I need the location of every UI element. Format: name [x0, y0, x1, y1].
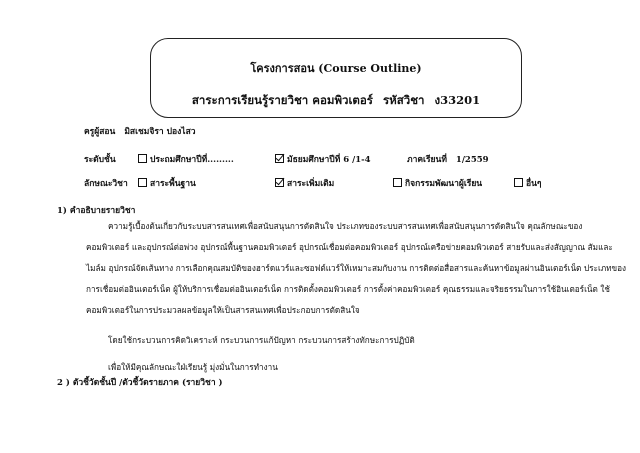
checkbox-activity[interactable]	[393, 178, 402, 187]
type-basic-label: สาระพื้นฐาน	[150, 179, 196, 189]
description-line: การเชื่อมต่ออินเตอร์เน็ต ผู้ให้บริการเชื่อมต่ออินเตอร์เน็ต การติดตั้งคอมพิวเตอร์ การตั้งค่าคอมพิวเตอร์ คุณธรรมและจริยธรรมในการใช้อินเตอร์เน็ต ใช้	[86, 284, 610, 294]
checkbox-additional[interactable]	[275, 178, 284, 187]
subject-line	[151, 92, 521, 110]
section1-heading: 1) คำอธิบายรายวิชา	[57, 206, 136, 216]
semester-label: ภาคเรียนที่	[407, 155, 447, 165]
level-label: ระดับชั้น	[84, 155, 116, 165]
level-primary-option[interactable]	[138, 152, 234, 166]
subject-code-label: รหัสวิชา	[382, 93, 425, 107]
type-label: ลักษณะวิชา	[84, 179, 128, 189]
teacher-name: มิสเชมจิรา ปองไสว	[124, 127, 196, 137]
type-activity-label: กิจกรรมพัฒนาผู้เรียน	[405, 179, 483, 189]
description-line: ความรู้เบื้องต้นเกี่ยวกับระบบสารสนเทศเพื่อสนับสนุนการตัดสินใจ ประเภทของระบบสารสนเทศเพื่อสนับสนุนการตัดสินใจ คุณลักษณะของ	[108, 221, 583, 231]
teacher-row	[84, 124, 196, 138]
description-line: คอมพิวเตอร์ และอุปกรณ์ต่อพ่วง อุปกรณ์พื้นฐานคอมพิวเตอร์ อุปกรณ์เชื่อมต่อคอมพิวเตอร์ อุปกรณ์เครือข่ายคอมพิวเตอร์ สายรับและส่งสัญญาณ สัมและ	[86, 242, 613, 252]
type-option-basic[interactable]	[138, 176, 196, 190]
course-outline-title: โครงการสอน (Course Outline)	[250, 62, 422, 75]
description-line: คอมพิวเตอร์ในการประมวลผลข้อมูลให้เป็นสารสนเทศเพื่อประกอบการตัดสินใจ	[86, 305, 360, 315]
goal-line: เพื่อให้มีคุณลักษณะใฝ่เรียนรู้ มุ่งมั่นในการทำงาน	[108, 362, 278, 372]
checkbox-basic[interactable]	[138, 178, 147, 187]
type-option-activity[interactable]	[393, 176, 482, 190]
checkbox-other[interactable]	[514, 178, 523, 187]
type-option-other[interactable]	[514, 176, 541, 190]
level-secondary-label: มัธยมศึกษาปีที่ 6 /1-4	[287, 155, 371, 165]
subject-code-value: ง33201	[434, 93, 481, 107]
type-option-additional[interactable]	[275, 176, 334, 190]
semester	[407, 152, 489, 166]
section2-heading: 2 ) ตัวชี้วัดชั้นปี /ตัวชี้วัดรายภาค (รายวิชา )	[57, 378, 223, 388]
teacher-label: ครูผู้สอน	[84, 127, 116, 137]
subject-name: สาระการเรียนรู้รายวิชา คอมพิวเตอร์	[191, 93, 373, 107]
process-line: โดยใช้กระบวนการคิดวิเคราะห์ กระบวนการแก้ปัญหา กระบวนการสร้างทักษะการปฏิบัติ	[108, 335, 415, 345]
checkbox-secondary[interactable]	[275, 154, 284, 163]
description-line: ไมล์ม อุปกรณ์จัดเส้นทาง การเลือกคุณสมบัติของฮาร์ดแวร์และซอฟต์แวร์ให้เหมาะสมกับงาน การติดต่อสื่อสารและค้นหาข้อมูลผ่านอินเตอร์เน็ต ประเภทของ	[86, 263, 627, 273]
type-other-label: อื่นๆ	[526, 179, 542, 189]
level-primary-label: ประถมศึกษาปีที่.........	[150, 155, 234, 165]
type-additional-label: สาระเพิ่มเติม	[287, 179, 335, 189]
checkbox-primary[interactable]	[138, 154, 147, 163]
semester-value: 1/2559	[455, 155, 489, 165]
title-box	[150, 38, 522, 118]
level-secondary-option[interactable]	[275, 152, 371, 166]
